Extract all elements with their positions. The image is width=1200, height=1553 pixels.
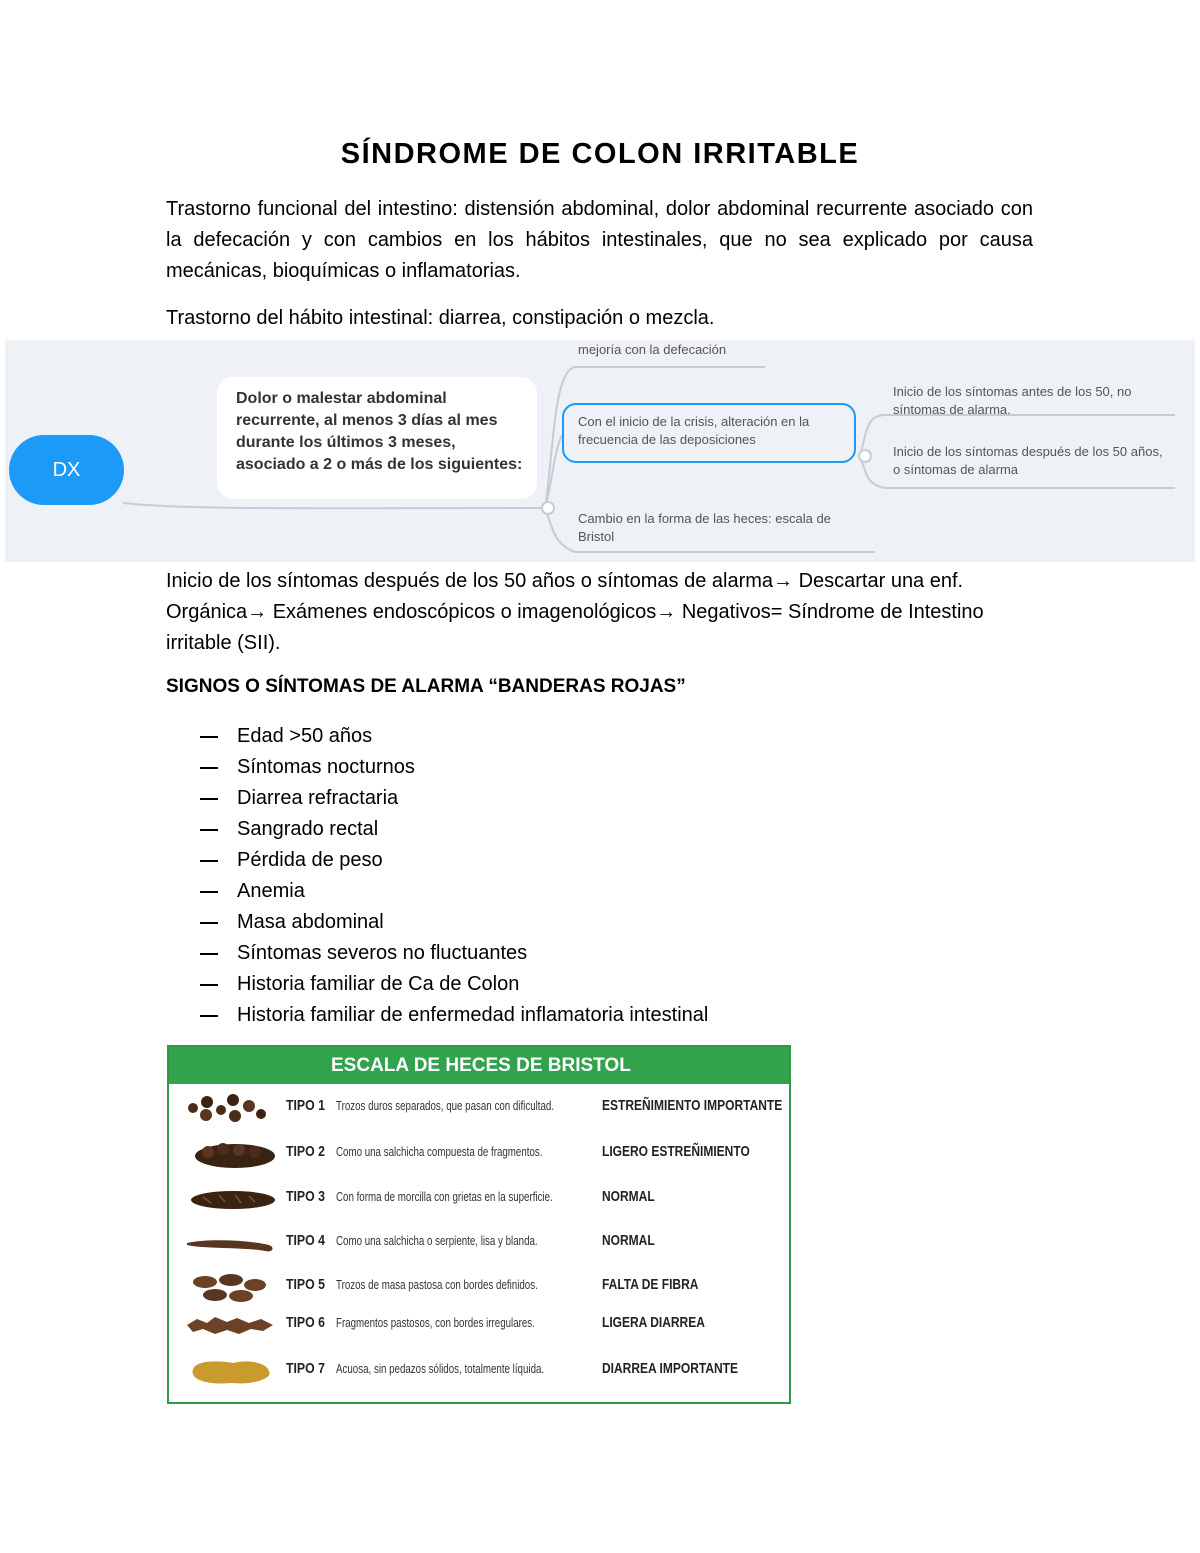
type-classification: DIARREA IMPORTANTE [602,1360,738,1377]
dash-bullet [200,860,218,862]
branch-top-text: mejoría con la defecación [578,342,727,357]
type-label: TIPO 2 [286,1143,325,1160]
list-item-text: Sangrado rectal [237,818,379,840]
bristol-row [169,1088,789,1128]
definition-paragraph: Trastorno funcional del intestino: distensión abdominal, dolor abdominal recurrente asociado con la defecación y con cambios en los hábitos intestinales, que no sea explicado por causa mecánicas, bioquímicas o inflamatorias. [166,198,1033,282]
stool-type-3-icon [183,1183,277,1215]
main-criteria-node [217,377,537,499]
alarm-heading: SIGNOS O SÍNTOMAS DE ALARMA “BANDERAS ROJAS” [166,676,686,697]
bristol-title: ESCALA DE HECES DE BRISTOL [169,1047,789,1084]
bristol-row [169,1305,789,1345]
crisis-text: Con el inicio de la crisis, alteración en la frecuencia de las deposiciones [578,414,810,447]
workup-paragraph: Inicio de los síntomas después de los 50 años o síntomas de alarma→ Descartar una enf. Orgánica→ Exámenes endoscópicos o imagenológicos→ Negativos= Síndrome de Intestino irritable (SII). [166,570,984,654]
list-item-text: Síntomas severos no fluctuantes [237,942,528,964]
list-item [200,783,708,814]
stool-type-2-icon [183,1138,277,1170]
list-item [200,752,708,783]
type-label: TIPO 5 [286,1276,325,1293]
dash-bullet [200,984,218,986]
list-item-text: Diarrea refractaria [237,787,399,809]
type-label: TIPO 6 [286,1314,325,1331]
dash-bullet [200,891,218,893]
stool-type-4-icon [183,1227,277,1259]
dash-bullet [200,736,218,738]
list-item-text: Historia familiar de Ca de Colon [237,973,520,995]
list-item [200,814,708,845]
type-label: TIPO 4 [286,1232,325,1249]
stool-type-5-icon [183,1271,277,1303]
type-classification: LIGERO ESTREÑIMIENTO [602,1143,750,1160]
before-50-text: Inicio de los síntomas antes de los 50, no síntomas de alarma. [893,384,1132,417]
list-item-text: Anemia [237,880,305,902]
dash-bullet [200,767,218,769]
bristol-row [169,1267,789,1307]
type-description: Trozos duros separados, que pasan con dificultad. [336,1099,555,1113]
type-classification: FALTA DE FIBRA [602,1276,699,1293]
dash-bullet [200,953,218,955]
bristol-row [169,1223,789,1263]
dash-bullet [200,1015,218,1017]
bristol-scale-figure [167,1045,791,1404]
dash-bullet [200,829,218,831]
type-description: Con forma de morcilla con grietas en la superficie. [336,1190,553,1204]
stool-type-7-icon [183,1355,277,1387]
main-criteria-text: Dolor o malestar abdominal recurrente, al menos 3 días al mes durante los últimos 3 meses, asociado a 2 o más de los siguientes: [236,390,523,473]
list-item [200,969,708,1000]
dx-root-node: DX [9,435,124,505]
list-item-text: Masa abdominal [237,911,384,933]
type-description: Fragmentos pastosos, con bordes irregulares. [336,1316,535,1330]
after-50-text: Inicio de los síntomas después de los 50 años, o síntomas de alarma [893,444,1163,477]
bristol-branch-text: Cambio en la forma de las heces: escala de Bristol [578,511,831,544]
habit-paragraph: Trastorno del hábito intestinal: diarrea, constipación o mezcla. [166,307,715,329]
type-label: TIPO 1 [286,1097,325,1114]
type-classification: NORMAL [602,1232,655,1249]
list-item [200,876,708,907]
type-description: Como una salchicha compuesta de fragmentos. [336,1145,543,1159]
page-title: SÍNDROME DE COLON IRRITABLE [340,138,860,170]
dash-bullet [200,798,218,800]
type-label: TIPO 7 [286,1360,325,1377]
list-item [200,845,708,876]
dx-mindmap [5,340,1195,562]
stool-type-6-icon [183,1309,277,1341]
stool-type-1-icon [183,1092,277,1124]
crisis-node [562,403,856,463]
type-classification: ESTREÑIMIENTO IMPORTANTE [602,1097,783,1114]
type-description: Como una salchicha o serpiente, lisa y blanda. [336,1234,538,1248]
list-item [200,907,708,938]
bristol-row [169,1351,789,1391]
type-label: TIPO 3 [286,1188,325,1205]
type-description: Acuosa, sin pedazos sólidos, totalmente líquida. [336,1362,545,1376]
alarm-list [200,721,708,1031]
list-item-text: Historia familiar de enfermedad inflamatoria intestinal [237,1004,709,1026]
type-classification: NORMAL [602,1188,655,1205]
list-item-text: Síntomas nocturnos [237,756,415,778]
list-item [200,938,708,969]
type-classification: LIGERA DIARREA [602,1314,705,1331]
list-item-text: Edad >50 años [237,725,373,747]
bristol-row [169,1179,789,1219]
list-item-text: Pérdida de peso [237,849,383,871]
type-description: Trozos de masa pastosa con bordes definidos. [336,1278,538,1292]
bristol-row [169,1134,789,1174]
list-item [200,721,708,752]
dash-bullet [200,922,218,924]
list-item [200,1000,708,1031]
